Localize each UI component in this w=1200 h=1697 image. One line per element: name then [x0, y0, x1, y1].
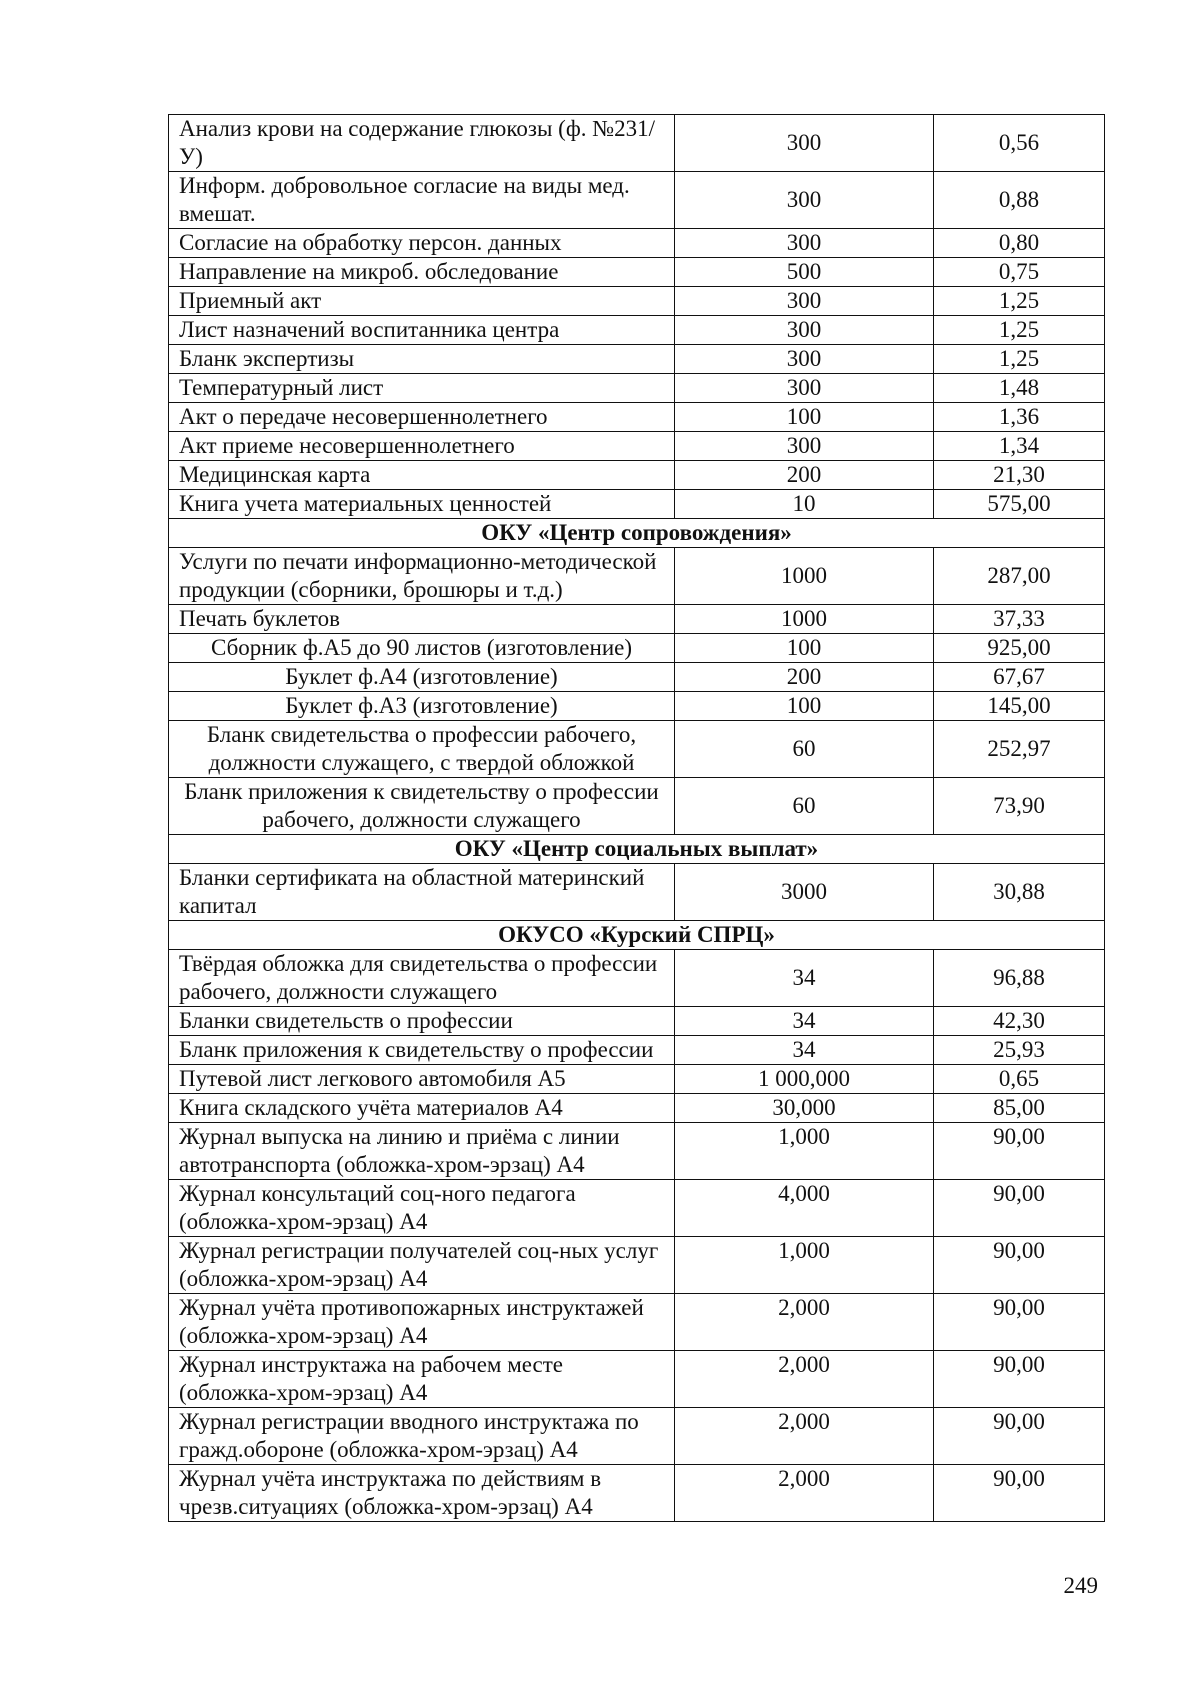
item-name-cell: Медицинская карта: [169, 461, 675, 490]
price-cell: 67,67: [934, 663, 1105, 692]
price-cell: 1,25: [934, 345, 1105, 374]
table-row: [169, 1237, 1105, 1294]
item-name-cell: Бланк свидетельства о профессии рабочего, должности служащего, с твердой обложкой: [169, 721, 675, 778]
quantity-cell: 100: [675, 634, 934, 663]
item-name-cell: Лист назначений воспитанника центра: [169, 316, 675, 345]
quantity-cell: 4,000: [675, 1180, 934, 1237]
table-body: [169, 115, 1105, 1522]
price-cell: 0,80: [934, 229, 1105, 258]
price-cell: 1,34: [934, 432, 1105, 461]
quantity-cell: 34: [675, 950, 934, 1007]
table-row: [169, 432, 1105, 461]
quantity-cell: 30,000: [675, 1094, 934, 1123]
item-name-cell: Направление на микроб. обследование: [169, 258, 675, 287]
price-cell: 1,25: [934, 316, 1105, 345]
price-cell: 0,88: [934, 172, 1105, 229]
quantity-cell: 2,000: [675, 1351, 934, 1408]
quantity-cell: 300: [675, 172, 934, 229]
item-name-cell: Журнал учёта противопожарных инструктажей (обложка-хром-эрзац) А4: [169, 1294, 675, 1351]
section-header-row: [169, 835, 1105, 864]
table-row: [169, 721, 1105, 778]
quantity-cell: 1000: [675, 605, 934, 634]
item-name-cell: Сборник ф.А5 до 90 листов (изготовление): [169, 634, 675, 663]
price-cell: 21,30: [934, 461, 1105, 490]
quantity-cell: 300: [675, 374, 934, 403]
price-cell: 96,88: [934, 950, 1105, 1007]
price-cell: 90,00: [934, 1408, 1105, 1465]
table-row: [169, 605, 1105, 634]
quantity-cell: 300: [675, 345, 934, 374]
quantity-cell: 60: [675, 778, 934, 835]
price-cell: 0,75: [934, 258, 1105, 287]
quantity-cell: 34: [675, 1036, 934, 1065]
price-cell: 25,93: [934, 1036, 1105, 1065]
price-cell: 252,97: [934, 721, 1105, 778]
quantity-cell: 500: [675, 258, 934, 287]
table-row: [169, 1351, 1105, 1408]
item-name-cell: Журнал регистрации получателей соц-ных услуг (обложка-хром-эрзац) А4: [169, 1237, 675, 1294]
item-name-cell: Буклет ф.А4 (изготовление): [169, 663, 675, 692]
section-title: ОКУ «Центр социальных выплат»: [169, 835, 1105, 864]
price-cell: 0,56: [934, 115, 1105, 172]
table-row: [169, 490, 1105, 519]
table-row: [169, 692, 1105, 721]
quantity-cell: 10: [675, 490, 934, 519]
table-row: [169, 1094, 1105, 1123]
price-cell: 1,48: [934, 374, 1105, 403]
table-row: [169, 461, 1105, 490]
quantity-cell: 300: [675, 316, 934, 345]
page-number: 249: [1063, 1573, 1098, 1598]
price-cell: 42,30: [934, 1007, 1105, 1036]
item-name-cell: Книга учета материальных ценностей: [169, 490, 675, 519]
table-row: [169, 287, 1105, 316]
quantity-cell: 2,000: [675, 1465, 934, 1522]
quantity-cell: 300: [675, 115, 934, 172]
table-row: [169, 258, 1105, 287]
table-row: [169, 1065, 1105, 1094]
table-row: [169, 345, 1105, 374]
item-name-cell: Информ. добровольное согласие на виды мед. вмешат.: [169, 172, 675, 229]
item-name-cell: Бланки свидетельств о профессии: [169, 1007, 675, 1036]
price-cell: 145,00: [934, 692, 1105, 721]
table-row: [169, 548, 1105, 605]
quantity-cell: 3000: [675, 864, 934, 921]
price-cell: 575,00: [934, 490, 1105, 519]
quantity-cell: 2,000: [675, 1408, 934, 1465]
quantity-cell: 1,000: [675, 1237, 934, 1294]
item-name-cell: Акт о передаче несовершеннолетнего: [169, 403, 675, 432]
section-title: ОКУСО «Курский СПРЦ»: [169, 921, 1105, 950]
price-cell: 85,00: [934, 1094, 1105, 1123]
quantity-cell: 60: [675, 721, 934, 778]
table-row: [169, 374, 1105, 403]
table-row: [169, 316, 1105, 345]
price-cell: 90,00: [934, 1237, 1105, 1294]
table-row: [169, 229, 1105, 258]
item-name-cell: Температурный лист: [169, 374, 675, 403]
quantity-cell: 200: [675, 461, 934, 490]
item-name-cell: Журнал регистрации вводного инструктажа по гражд.обороне (обложка-хром-эрзац) А4: [169, 1408, 675, 1465]
price-cell: 90,00: [934, 1465, 1105, 1522]
section-header-row: [169, 921, 1105, 950]
item-name-cell: Бланк экспертизы: [169, 345, 675, 374]
table-row: [169, 1123, 1105, 1180]
quantity-cell: 300: [675, 432, 934, 461]
quantity-cell: 100: [675, 692, 934, 721]
item-name-cell: Согласие на обработку персон. данных: [169, 229, 675, 258]
table-row: [169, 1294, 1105, 1351]
price-cell: 1,36: [934, 403, 1105, 432]
item-name-cell: Акт приеме несовершеннолетнего: [169, 432, 675, 461]
table-row: [169, 950, 1105, 1007]
quantity-cell: 1000: [675, 548, 934, 605]
quantity-cell: 200: [675, 663, 934, 692]
quantity-cell: 100: [675, 403, 934, 432]
item-name-cell: Книга складского учёта материалов А4: [169, 1094, 675, 1123]
quantity-cell: 300: [675, 287, 934, 316]
item-name-cell: Твёрдая обложка для свидетельства о профессии рабочего, должности служащего: [169, 950, 675, 1007]
quantity-cell: 1 000,000: [675, 1065, 934, 1094]
table-row: [169, 1408, 1105, 1465]
price-cell: 73,90: [934, 778, 1105, 835]
table-row: [169, 115, 1105, 172]
item-name-cell: Журнал выпуска на линию и приёма с линии автотранспорта (обложка-хром-эрзац) А4: [169, 1123, 675, 1180]
price-cell: 90,00: [934, 1123, 1105, 1180]
quantity-cell: 300: [675, 229, 934, 258]
item-name-cell: Журнал консультаций соц-ного педагога (обложка-хром-эрзац) А4: [169, 1180, 675, 1237]
quantity-cell: 2,000: [675, 1294, 934, 1351]
item-name-cell: Приемный акт: [169, 287, 675, 316]
price-cell: 925,00: [934, 634, 1105, 663]
section-title: ОКУ «Центр сопровождения»: [169, 519, 1105, 548]
price-cell: 90,00: [934, 1180, 1105, 1237]
price-cell: 287,00: [934, 548, 1105, 605]
table-row: [169, 1007, 1105, 1036]
item-name-cell: Бланк приложения к свидетельству о профессии рабочего, должности служащего: [169, 778, 675, 835]
quantity-cell: 1,000: [675, 1123, 934, 1180]
table-row: [169, 1465, 1105, 1522]
table-row: [169, 778, 1105, 835]
price-cell: 90,00: [934, 1351, 1105, 1408]
item-name-cell: Печать буклетов: [169, 605, 675, 634]
table-row: [169, 1036, 1105, 1065]
quantity-cell: 34: [675, 1007, 934, 1036]
price-cell: 90,00: [934, 1294, 1105, 1351]
price-cell: 30,88: [934, 864, 1105, 921]
price-cell: 1,25: [934, 287, 1105, 316]
price-cell: 0,65: [934, 1065, 1105, 1094]
item-name-cell: Бланки сертификата на областной материнский капитал: [169, 864, 675, 921]
price-table: [168, 114, 1105, 1522]
price-cell: 37,33: [934, 605, 1105, 634]
item-name-cell: Буклет ф.А3 (изготовление): [169, 692, 675, 721]
item-name-cell: Журнал инструктажа на рабочем месте (обложка-хром-эрзац) А4: [169, 1351, 675, 1408]
table-row: [169, 634, 1105, 663]
item-name-cell: Бланк приложения к свидетельству о профессии: [169, 1036, 675, 1065]
item-name-cell: Путевой лист легкового автомобиля А5: [169, 1065, 675, 1094]
section-header-row: [169, 519, 1105, 548]
table-row: [169, 663, 1105, 692]
item-name-cell: Анализ крови на содержание глюкозы (ф. №231/У): [169, 115, 675, 172]
table-row: [169, 864, 1105, 921]
item-name-cell: Журнал учёта инструктажа по действиям в чрезв.ситуациях (обложка-хром-эрзац) А4: [169, 1465, 675, 1522]
table-row: [169, 172, 1105, 229]
table-row: [169, 403, 1105, 432]
item-name-cell: Услуги по печати информационно-методической продукции (сборники, брошюры и т.д.): [169, 548, 675, 605]
table-row: [169, 1180, 1105, 1237]
